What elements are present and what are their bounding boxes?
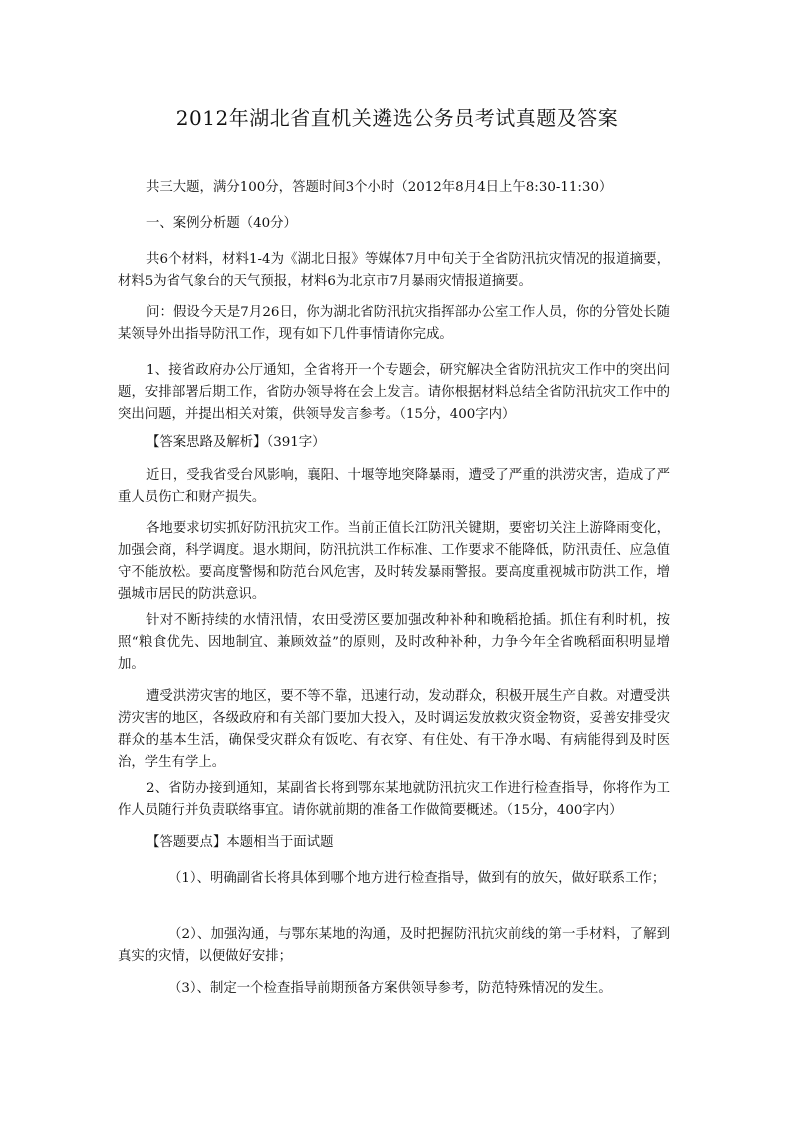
answer-1-paragraph-1: 近日，受我省受台风影响，襄阳、十堰等地突降暴雨，遭受了严重的洪涝灾害，造成了严重人员伤亡和财产损失。 (118, 468, 670, 505)
answer-1-paragraph-4: 遭受洪涝灾害的地区，要不等不靠，迅速行动，发动群众，积极开展生产自救。对遭受洪涝灾害的地区，各级政府和有关部门要加大投入，及时调运发放救灾资金物资，妥善安排受灾群众的基本生活，确保受灾群众有饭吃、有衣穿、有住处、有干净水喝、有病能得到及时医治，学生有学上。 (118, 689, 670, 770)
exam-intro: 共三大题，满分100分，答题时间3个小时（2012年8月4日上午8:30-11:30） (146, 180, 613, 195)
question-intro: 问：假设今天是7月26日，你为湖北省防汛抗灾指挥部办公室工作人员，你的分管处长随某领导外出指导防汛工作，现有如下几件事情请你完成。 (118, 305, 670, 342)
materials-description: 共6个材料，材料1-4为《湖北日报》等媒体7月中旬关于全省防汛抗灾情况的报道摘要，材料5为省气象台的天气预报，材料6为北京市7月暴雨灾情报道摘要。 (118, 252, 670, 289)
question-2: 2、省防办接到通知，某副省长将到鄂东某地就防汛抗灾工作进行检查指导，你将作为工作人员随行并负责联络事宜。请你就前期的准备工作做简要概述。（15分，400字内） (118, 781, 670, 818)
answer-2-point-2: （2）、加强沟通，与鄂东某地的沟通，及时把握防汛抗灾前线的第一手材料，了解到真实的灾情，以便做好安排； (118, 927, 670, 964)
answer-2-heading: 【答题要点】本题相当于面试题 (146, 835, 334, 850)
document-title: 2012年湖北省直机关遴选公务员考试真题及答案 (175, 106, 619, 130)
answer-2-point-3: （3）、制定一个检查指导前期预备方案供领导参考，防范特殊情况的发生。 (168, 981, 612, 996)
question-1: 1、接省政府办公厅通知，全省将开一个专题会，研究解决全省防汛抗灾工作中的突出问题，安排部署后期工作，省防办领导将在会上发言。请你根据材料总结全省防汛抗灾工作中的突出问题，并提出相关对策，供领导发言参考。（15分，400字内） (118, 363, 670, 422)
answer-2-point-1: （1）、明确副省长将具体到哪个地方进行检查指导，做到有的放矢，做好联系工作； (168, 871, 666, 886)
answer-1-paragraph-2: 各地要求切实抓好防汛抗灾工作。当前正值长江防汛关键期，要密切关注上游降雨变化，加强会商，科学调度。退水期间，防汛抗洪工作标准、工作要求不能降低，防汛责任、应急值守不能放松。要高度警惕和防范台风危害，及时转发暴雨警报。要高度重视城市防洪工作，增强城市居民的防洪意识。 (118, 521, 670, 602)
answer-1-paragraph-3: 针对不断持续的水情汛情，农田受涝区要加强改种补种和晚稻抢插。抓住有利时机，按照“粮食优先、因地制宜、兼顾效益”的原则，及时改种补种，力争今年全省晚稻面积明显增加。 (118, 613, 670, 672)
answer-1-heading: 【答案思路及解析】（391字） (146, 435, 326, 450)
section-heading-case-analysis: 一、案例分析题（40分） (146, 216, 297, 231)
